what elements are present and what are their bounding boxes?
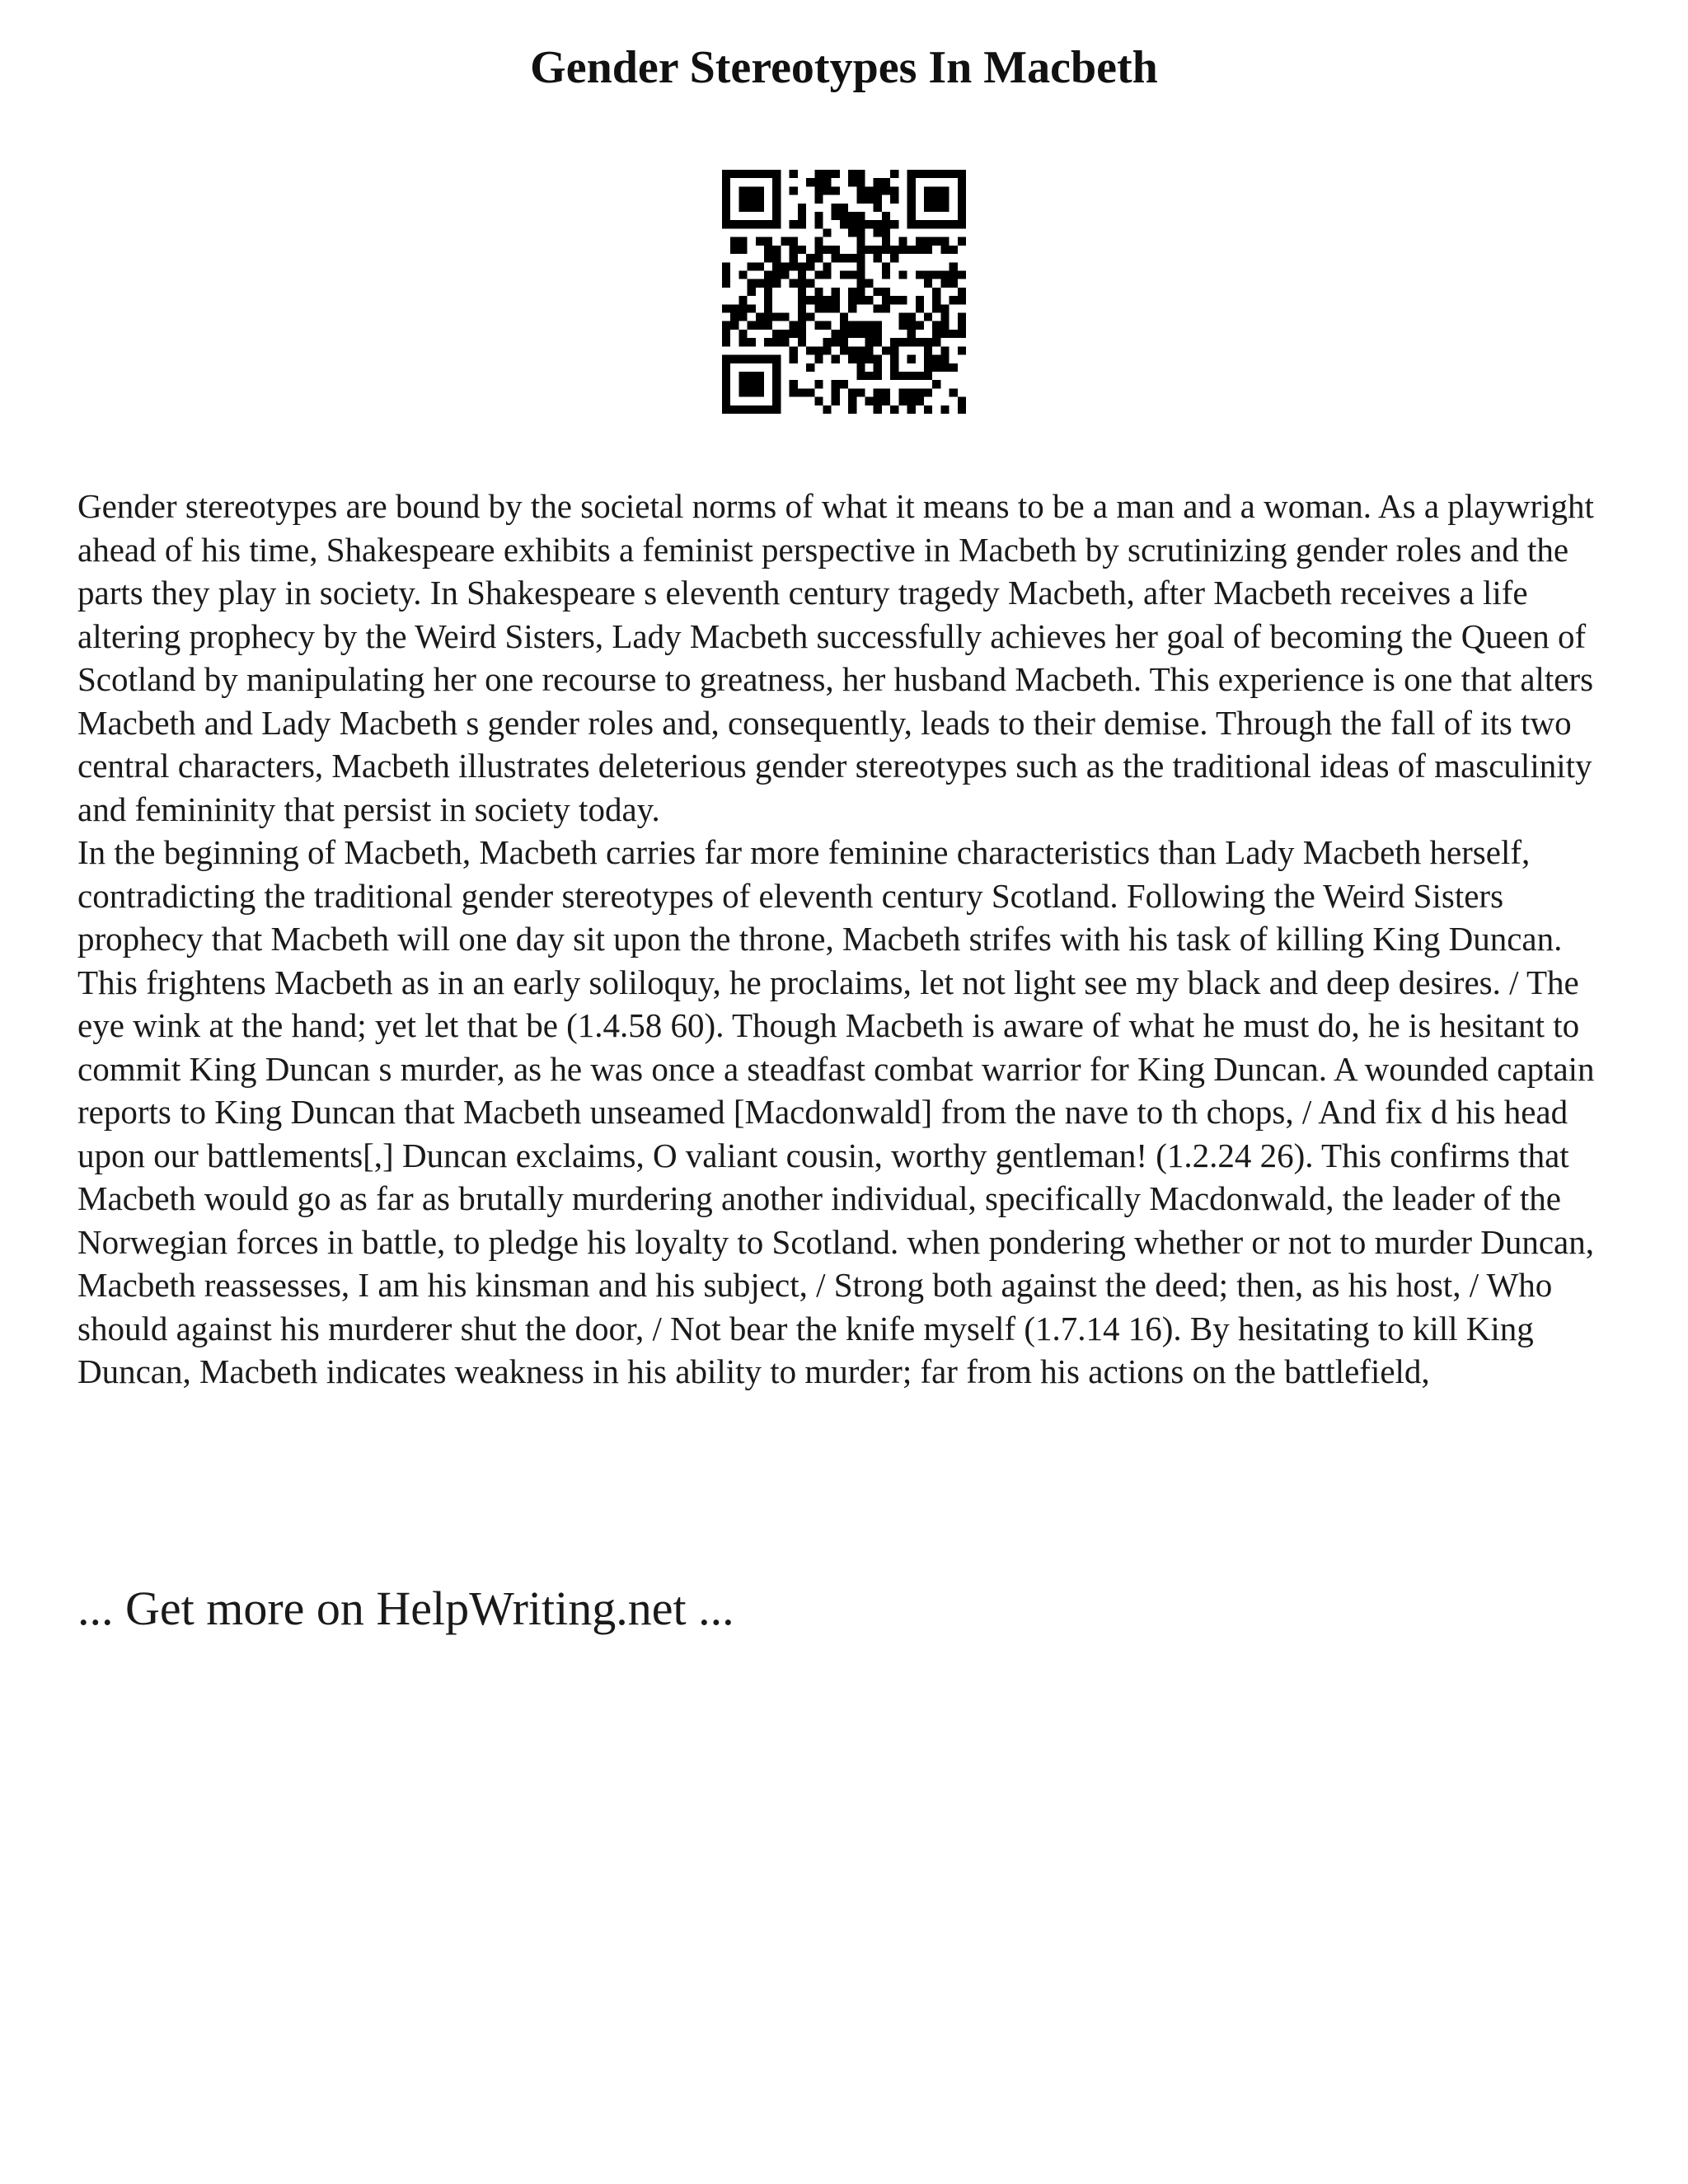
document-title: Gender Stereotypes In Macbeth — [530, 42, 1158, 93]
essay-body — [77, 485, 1627, 1394]
essay-paragraph-2: In the beginning of Macbeth, Macbeth carries far more feminine characteristics than Lady Macbeth herself, contradicting the traditional gender stereotypes of eleventh century Scotland. Following the Weird Sisters prophecy that Macbeth will one day sit upon the throne, Macbeth strifes with his task of killing King Duncan. This frightens Macbeth as in an early soliloquy, he proclaims, let not light see my black and deep desires. / The eye wink at the hand; yet let that be (1.4.58 60). Though Macbeth is aware of what he must do, he is hesitant to commit King Duncan s murder, as he was once a steadfast combat warrior for King Duncan. A wounded captain reports to King Duncan that Macbeth unseamed [Macdonwald] from the nave to th chops, / And fix d his head upon our battlements[,] Duncan exclaims, O valiant cousin, worthy gentleman! (1.2.24 26). This confirms that Macbeth would go as far as brutally murdering another individual, specifically Macdonwald, the leader of the Norwegian forces in battle, to pledge his loyalty to Scotland. when pondering whether or not to murder Duncan, Macbeth reassesses, I am his kinsman and his subject, / Strong both against the deed; then, as his host, / Who should against his murderer shut the door, / Not bear the knife myself (1.7.14 16). By hesitating to kill King Duncan, Macbeth indicates weakness in his ability to murder; far from his actions on the battlefield, — [77, 833, 1595, 1390]
qr-code-graphic — [722, 170, 966, 414]
qr-code-icon[interactable] — [722, 170, 966, 414]
essay-paragraph-1: Gender stereotypes are bound by the societal norms of what it means to be a man and a woman. As a playwright ahead of his time, Shakespeare exhibits a feminist perspective in Macbeth by scrutinizing gender roles and the parts they play in society. In Shakespeare s eleventh century tragedy Macbeth, after Macbeth receives a life altering prophecy by the Weird Sisters, Lady Macbeth successfully achieves her goal of becoming the Queen of Scotland by manipulating her one recourse to greatness, her husband Macbeth. This experience is one that alters Macbeth and Lady Macbeth s gender roles and, consequently, leads to their demise. Through the fall of its two central characters, Macbeth illustrates deleterious gender stereotypes such as the traditional ideas of masculinity and femininity that persist in society today. — [77, 487, 1594, 828]
get-more-link[interactable]: ... Get more on HelpWriting.net ... — [77, 1582, 734, 1635]
